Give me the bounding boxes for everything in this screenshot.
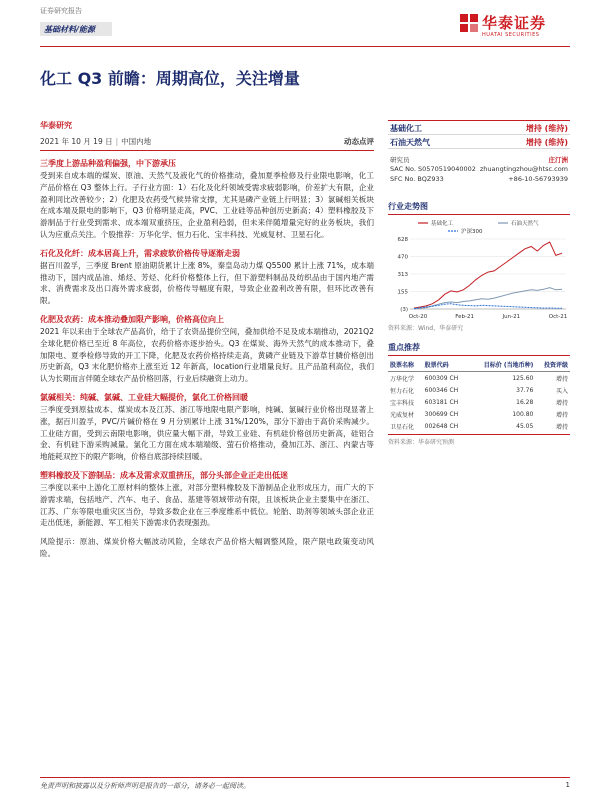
table-row	[388, 396, 570, 408]
table-row	[388, 372, 570, 385]
report-region: 中国内地	[121, 137, 152, 146]
stock-name: 光威复材	[390, 411, 415, 419]
analyst-phone: +86-10-56793939	[508, 175, 568, 183]
picks-table	[388, 358, 570, 432]
investment-rating: 增持	[555, 399, 568, 407]
investment-rating: 增持	[555, 411, 568, 419]
trend-chart-title: 行业走势图	[388, 201, 570, 215]
section-heading: 石化及化纤：成本居高上升，需求疲软价格传导逐渐走弱	[40, 248, 240, 258]
chart-source: 资料来源：Wind，华泰研究	[388, 325, 464, 332]
section-paragraph: 三季度以来中上游化工原材料的整体上涨，对部分塑料橡胶及下游制品企业形成压力，而广大的下游需求端，包括地产、汽车、电子、食品、基建等领域带动有限，且该板块企业主要集中在浙江、江苏、广东等限电重灾区当份，导致多数企业在三季度维系中低位。轮胎、助剂等领域头部企业正走出低迷，新能源、军工相关下游需求仍表现强劲。	[40, 482, 374, 528]
table-row	[388, 408, 570, 420]
section-heading: 化肥及农药：成本推动叠加限产影响，价格高位向上	[40, 314, 224, 324]
stock-code: 603181 CH	[424, 398, 459, 406]
analyst-sfc: SFC No. BQZ933	[390, 175, 444, 183]
x-tick-label: Feb-21	[455, 314, 475, 320]
stock-code: 600346 CH	[424, 386, 459, 394]
risk-warning: 风险提示：原油、煤炭价格大幅波动风险，全球农产品价格大幅调整风险，限产限电政策变动风险。	[40, 537, 374, 558]
investment-rating: 买入	[555, 387, 568, 395]
x-tick-label: Oct-20	[408, 314, 428, 320]
logo-mark-icon	[460, 14, 478, 32]
legend-label: 基础化工	[431, 221, 454, 227]
x-tick-label: Oct-21	[548, 314, 568, 320]
series-line	[414, 242, 562, 308]
logo-text-cn: 华泰证券	[482, 14, 547, 32]
footer-divider	[40, 777, 570, 778]
target-price: 100.80	[512, 410, 534, 418]
section-paragraph: 三季度受到原盐成本、煤炭成本及江苏、浙江等地限电限产影响，纯碱、氯碱行业价格出现显著上涨，据百川盈孚，PVC/片碱价格在 9 月分别累计上涨 31%/120%，部分下游由于高价采购减少。工业硅方面，受到云南限电影响，供应量大幅下滑，导致工业硅、有机硅价格创历史新高，硅铝合金、有机硅下游采购减量。氯化工方面在成本端端级、萤石价格推动，叠加江苏、浙江、内蒙古等地能耗双控下的限产影响，价格自底部持续回暖。	[40, 404, 374, 462]
analyst-email[interactable]: zhuangtingzhou@htsc.com	[479, 165, 568, 173]
rating-row	[388, 135, 570, 149]
col-header: 股票代码	[423, 358, 469, 372]
report-type-label: 证券研究报告	[40, 7, 82, 15]
y-tick-label: 313	[397, 272, 408, 278]
col-header: 投资评级	[535, 358, 570, 372]
report-title: 化工 Q3 前瞻：周期高位，关注增量	[40, 69, 300, 88]
sidebar	[388, 120, 570, 446]
legend-label: 沪深300	[461, 229, 483, 235]
industry-rating: 增持 (维持)	[525, 138, 568, 147]
legend-label: 石油天然气	[511, 221, 539, 227]
stock-code: 300699 CH	[424, 410, 459, 418]
report-category: 动态点评	[344, 137, 374, 146]
logo-text-en: HUATAI SECURITIES	[482, 32, 540, 38]
industry-name: 石油天然气	[390, 138, 430, 147]
header-divider	[40, 46, 570, 47]
investment-rating: 增持	[555, 423, 568, 431]
stock-code: 002648 CH	[424, 422, 459, 430]
y-tick-label: 628	[397, 237, 408, 243]
target-price: 45.05	[516, 422, 534, 430]
stock-code: 600309 CH	[424, 374, 459, 382]
y-tick-label: (3)	[400, 307, 408, 313]
target-price: 125.60	[512, 374, 534, 382]
meta-divider	[40, 150, 374, 151]
target-price: 16.28	[516, 398, 534, 406]
stock-name: 恒力石化	[390, 387, 415, 395]
analyst-name: 庄汀洲	[548, 156, 568, 164]
page-number: 1	[565, 781, 570, 789]
report-date: 2021 年 10 月 19 日	[40, 137, 113, 146]
analyst-info	[388, 155, 570, 191]
stock-name: 万华化学	[390, 375, 415, 383]
col-header: 股票名称	[388, 358, 423, 372]
section-heading: 三季度上游品种盈利偏强，中下游承压	[40, 159, 176, 168]
industry-name: 基础化工	[390, 124, 422, 133]
section-paragraph: 受到来自成本端的煤炭、原油、天然气及液化气的价格推动，叠加夏季检修及行业限电影响，化工产品价格在 Q3 整体上行。子行业方面：1）石化及化纤领域受需求疲弱影响，价差扩大有限，企业盈利同比改善较少；2）化肥及农药受气候异常支撑，尤其是磷产业链上行明显；3）氯碱相关板块在成本端及限电的影响下，Q3 价格明显走高，PVC、工业硅等品种创历史新高；4）塑料橡胶及下游制品于行业受到需求、成本端双重挤压，企业盈利趋弱，但未来伴随增量完好的业务板块，我们认为应重点关注。个股推荐：万华化学、恒力石化、宝丰科技、光威复材、卫星石化。	[40, 171, 374, 239]
section-heading: 塑料橡胶及下游制品：成本及需求双重挤压，部分头部企业正走出低迷	[40, 470, 288, 480]
section-paragraph: 2021 年以来由于全球农产品高价，给于了农资品提价空间，叠加供给不足及成本端推动，2021Q2 全球化肥价格已至近 8 年高位，农药价格亦逐步抬头。Q3 在煤炭、海外天然气的成本推动下，叠加限电、夏季检修导致的开工下降，化肥及农药价格持续走高，黄磷产业链及下游草甘膦价格创出历史新高，Q3 末化肥价格亦上涨至近 12 年新高，location行业增量良好。且产品盈利高位，我们认为长期而言伴随全球农产品价格回落，行业后续融资上动力。	[40, 326, 374, 384]
target-price: 37.76	[516, 386, 534, 394]
brand-logo	[460, 10, 580, 46]
stock-name: 宝丰科技	[390, 399, 415, 407]
analyst-label: 研究员	[390, 156, 410, 164]
x-tick-label: Jun-21	[502, 314, 521, 320]
industry-trend-chart	[388, 217, 570, 321]
rating-row	[388, 121, 570, 135]
sector-label: 基础材料/能源	[44, 25, 95, 34]
trend-chart-svg	[388, 217, 570, 321]
table-row	[388, 420, 570, 432]
y-tick-label: 470	[397, 254, 408, 261]
research-org: 华泰研究	[40, 121, 72, 130]
section-heading: 氯碱相关：纯碱、氯碱、工业硅大幅提价，氯化工价格回暖	[40, 392, 248, 402]
report-body	[40, 158, 374, 560]
picks-header-row	[388, 358, 570, 372]
footer-disclaimer: 免责声明和披露以及分析师声明是报告的一部分，请务必一起阅读。	[40, 782, 250, 790]
stock-name: 卫星石化	[390, 423, 415, 431]
investment-rating: 增持	[555, 375, 568, 383]
table-row	[388, 384, 570, 396]
picks-source: 资料来源：华泰研究预测	[388, 434, 570, 446]
industry-rating: 增持 (维持)	[525, 124, 568, 133]
section-paragraph: 据百川盈孚，三季度 Brent 原油期货累计上涨 8%，秦皇岛动力煤 Q5500 累计上涨 71%，成本端推动下，国内成品油、烯烃、芳烃、化纤价格整体上行，但下游塑料制品及纺织品由于国内地产需求、消费需求及出口海外需求疲弱，价格传导幅度有限，导致企业盈利改善有限，但环比改善有限。	[40, 260, 374, 306]
col-header: 目标价 (当地币种)	[469, 358, 535, 372]
report-meta: 2021 年 10 月 19 日 | 中国内地 动态点评	[40, 137, 374, 146]
picks-title: 重点推荐	[388, 342, 570, 356]
analyst-sac: SAC No. S0570519040002	[390, 165, 476, 173]
y-tick-label: 155	[397, 289, 408, 296]
